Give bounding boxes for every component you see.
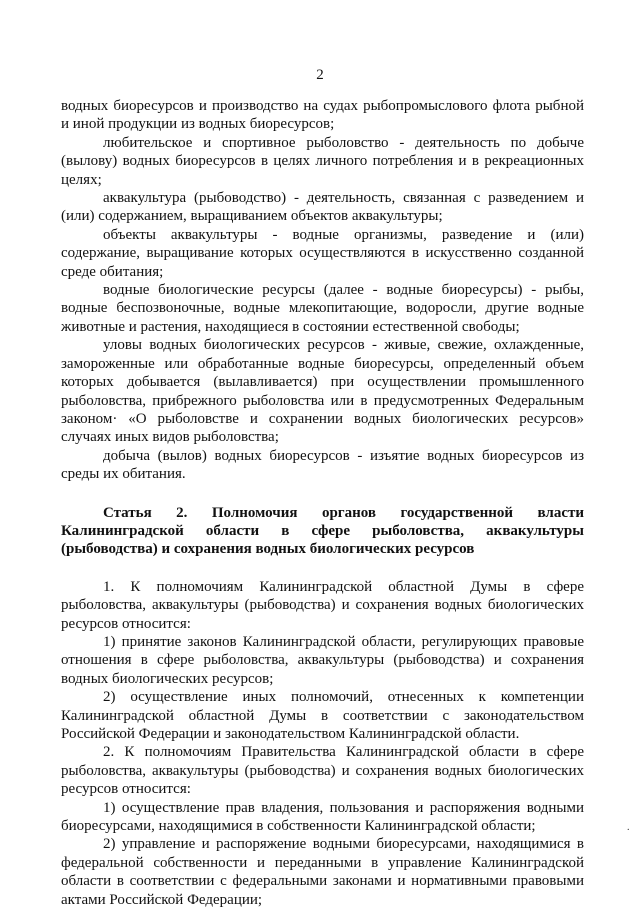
paragraph: любительское и спортивное рыболовство - деятельность по добыче (вылову) водных биоресурсов в целях личного потребления и в рекреационных целях; [61, 134, 584, 188]
paragraph: 1. К полномочиям Калининградской областной Думы в сфере рыболовства, аквакультуры (рыбоводства) и сохранения водных биологических ресурсов относится: [61, 578, 584, 632]
paragraph: добыча (вылов) водных биоресурсов - изъятие водных биоресурсов из среды их обитания. [61, 447, 584, 483]
document-body [61, 97, 584, 909]
paragraph: водные биологические ресурсы (далее - водные биоресурсы) - рыбы, водные беспозвоночные, водные млекопитающие, водоросли, другие водные животные и растения, находящиеся в состоянии естественной свободы; [61, 282, 584, 335]
margin-mark: . [627, 822, 630, 833]
paragraph: 1) принятие законов Калининградской области, регулирующих правовые отношения в сфере рыболовства, аквакультуры (рыбоводства) и сохранения водных биологических ресурсов; [61, 633, 584, 687]
paragraph: 2) управление и распоряжение водными биоресурсами, находящимися в федеральной собственности и переданными в управление Калининградской области в соответствии с федеральными законами и нормативными правовыми актами Российской Федерации; [61, 836, 584, 908]
article-heading: Статья 2. Полномочия органов государственной власти Калининградской области в сфере рыболовства, аквакультуры (рыбоводства) и сохранения водных биологических ресурсов [61, 504, 584, 558]
paragraph: объекты аквакультуры - водные организмы, разведение и (или) содержание, выращивание которых осуществляются в искусственно созданной среде обитания; [61, 226, 584, 280]
paragraph: уловы водных биологических ресурсов - живые, свежие, охлажденные, замороженные или обработанные водные биоресурсы, определенный объем которых добывается (вылавливается) при осуществлении промышленного рыболовства, прибрежного рыболовства или в предусмотренных Федеральным законом· «О рыболовстве и сохранении водных биологических ресурсов» случаях иных видов рыболовства; [61, 337, 584, 446]
paragraph: 1) осуществление прав владения, пользования и распоряжения водными биоресурсами, находящимися в собственности Калининградской области; [61, 799, 584, 835]
paragraph: 2) осуществление иных полномочий, отнесенных к компетенции Калининградской областной Думы в соответствии с законодательством Российской Федерации и законодательством Калининградской области. [61, 689, 584, 742]
page-number: 2 [316, 67, 324, 83]
paragraph: водных биоресурсов и производство на судах рыбопромыслового флота рыбной и иной продукции из водных биоресурсов; [61, 98, 584, 133]
paragraph: 2. К полномочиям Правительства Калининградской области в сфере рыболовства, аквакультуры (рыбоводства) и сохранения водных биологических ресурсов относится: [61, 744, 584, 798]
paragraph: аквакультура (рыбоводство) - деятельность, связанная с разведением и (или) содержанием, выращиванием объектов аквакультуры; [61, 190, 584, 225]
